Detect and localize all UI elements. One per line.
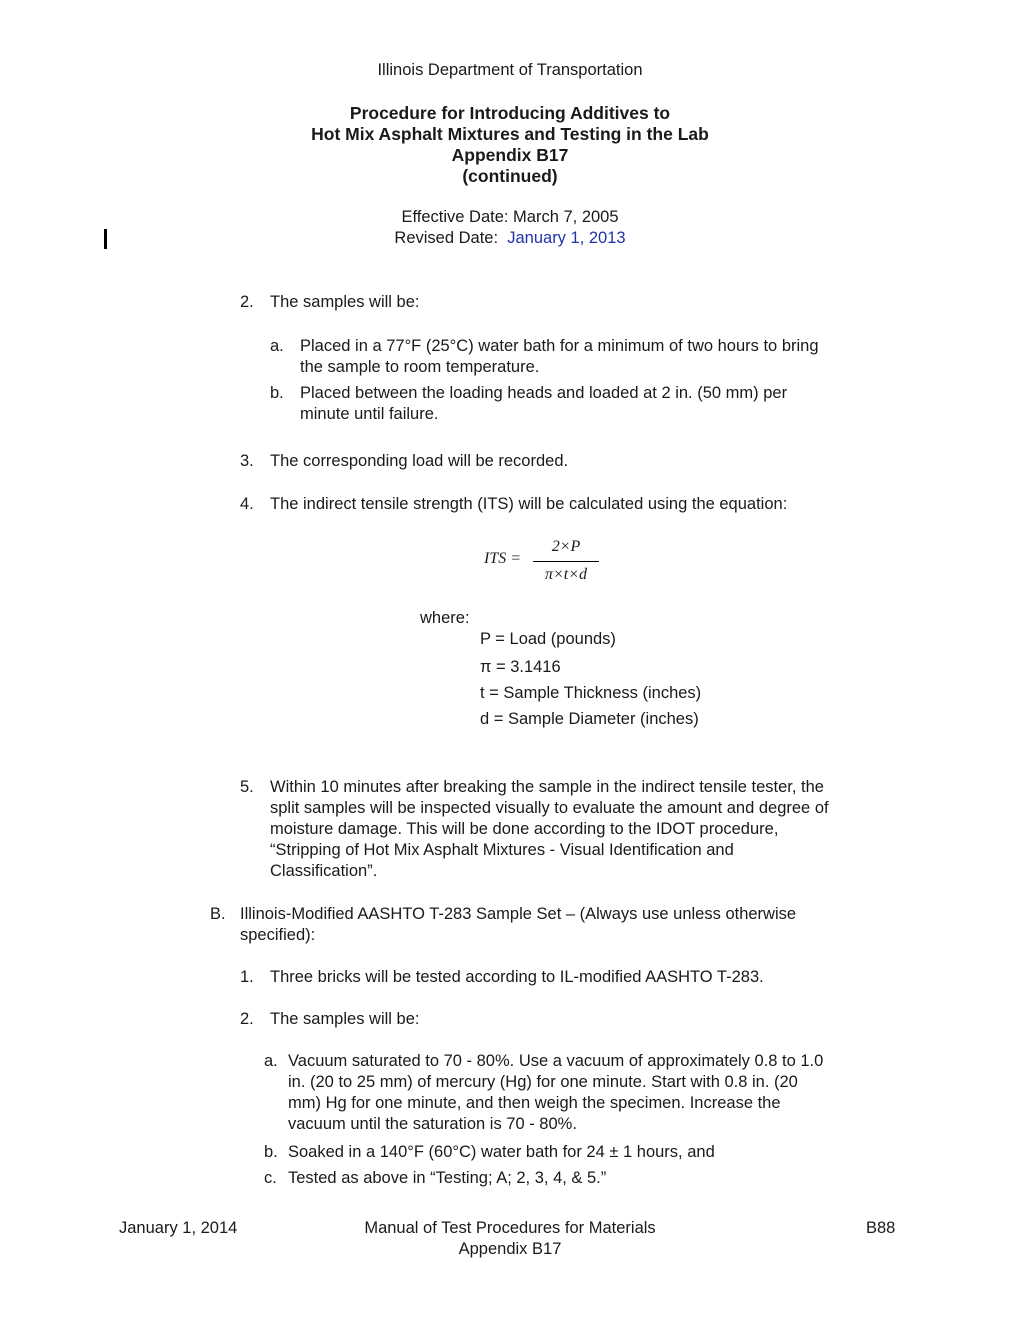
title-line-1: Procedure for Introducing Additives to [349, 103, 671, 123]
item-3-number: 3. [240, 452, 254, 470]
b-item-2a-line-3: mm) Hg for one minute, and then weigh the specimen. Increase the [288, 1094, 781, 1112]
item-5-line-3: moisture damage. This will be done according to the IDOT procedure, [270, 820, 779, 838]
agency-name: Illinois Department of Transportation [377, 61, 643, 79]
item-3-text: The corresponding load will be recorded. [270, 452, 569, 470]
item-2a-label: a. [270, 337, 284, 355]
b-item-2a-line-4: vacuum until the saturation is 70 - 80%. [288, 1115, 577, 1133]
section-b-line-2: specified): [240, 926, 316, 944]
b-item-2b-text: Soaked in a 140°F (60°C) water bath for 24 ± 1 hours, and [288, 1143, 715, 1161]
footer-manual: Manual of Test Procedures for Materials [364, 1219, 656, 1237]
item-2-number: 2. [240, 293, 254, 311]
b-item-2a-line-2: in. (20 to 25 mm) of mercury (Hg) for one minute. Start with 0.8 in. (20 [288, 1073, 798, 1091]
item-5-line-2: split samples will be inspected visually to evaluate the amount and degree of [270, 799, 829, 817]
item-5-line-5: Classification”. [270, 862, 378, 880]
b-item-2c-label: c. [264, 1169, 277, 1187]
b-item-2-number: 2. [240, 1010, 254, 1028]
effective-date: Effective Date: March 7, 2005 [401, 208, 619, 226]
item-5-number: 5. [240, 778, 254, 796]
item-2b-line-2: minute until failure. [300, 405, 439, 423]
equation-numerator: 2×P [551, 538, 581, 555]
b-item-1-text: Three bricks will be tested according to IL-modified AASHTO T-283. [270, 968, 764, 986]
revision-bar [104, 229, 107, 249]
b-item-2-text: The samples will be: [270, 1010, 420, 1028]
item-5-line-4: “Stripping of Hot Mix Asphalt Mixtures - Visual Identification and [270, 841, 734, 859]
revised-label: Revised Date: [394, 229, 499, 247]
item-2-text: The samples will be: [270, 293, 420, 311]
b-item-1-number: 1. [240, 968, 254, 986]
definition-pi: π = 3.1416 [480, 658, 561, 676]
definition-load: P = Load (pounds) [480, 630, 616, 648]
item-2a-line-2: the sample to room temperature. [300, 358, 540, 376]
b-item-2a-line-1: Vacuum saturated to 70 - 80%. Use a vacuum of approximately 0.8 to 1.0 [288, 1052, 824, 1070]
footer-page-number: B88 [866, 1219, 896, 1237]
title-line-4: (continued) [462, 166, 558, 186]
revised-value: January 1, 2013 [507, 229, 626, 247]
item-2b-label: b. [270, 384, 284, 402]
equation-denominator: π×t×d [544, 566, 588, 583]
item-4-text: The indirect tensile strength (ITS) will be calculated using the equation: [270, 495, 788, 513]
revised-date [0, 229, 1020, 248]
b-item-2c-text: Tested as above in “Testing; A; 2, 3, 4, & 5.” [288, 1169, 607, 1187]
section-b-line-1: Illinois-Modified AASHTO T-283 Sample Set – (Always use unless otherwise [240, 905, 797, 923]
item-2a-line-1: Placed in a 77°F (25°C) water bath for a minimum of two hours to bring [300, 337, 819, 355]
title-line-2: Hot Mix Asphalt Mixtures and Testing in the Lab [311, 124, 709, 144]
item-2b-line-1: Placed between the loading heads and loaded at 2 in. (50 mm) per [300, 384, 788, 402]
b-item-2b-label: b. [264, 1143, 278, 1161]
footer-appendix: Appendix B17 [458, 1240, 562, 1258]
b-item-2a-label: a. [264, 1052, 278, 1070]
section-b-label: B. [210, 905, 226, 923]
equation-lhs: ITS = [484, 550, 522, 567]
fraction-bar [533, 561, 599, 562]
footer-date: January 1, 2014 [119, 1219, 238, 1237]
title-line-3: Appendix B17 [451, 145, 569, 165]
definition-diameter: d = Sample Diameter (inches) [480, 710, 699, 728]
item-4-number: 4. [240, 495, 254, 513]
where-label: where: [420, 609, 470, 627]
definition-thickness: t = Sample Thickness (inches) [480, 684, 702, 702]
item-5-line-1: Within 10 minutes after breaking the sample in the indirect tensile tester, the [270, 778, 824, 796]
